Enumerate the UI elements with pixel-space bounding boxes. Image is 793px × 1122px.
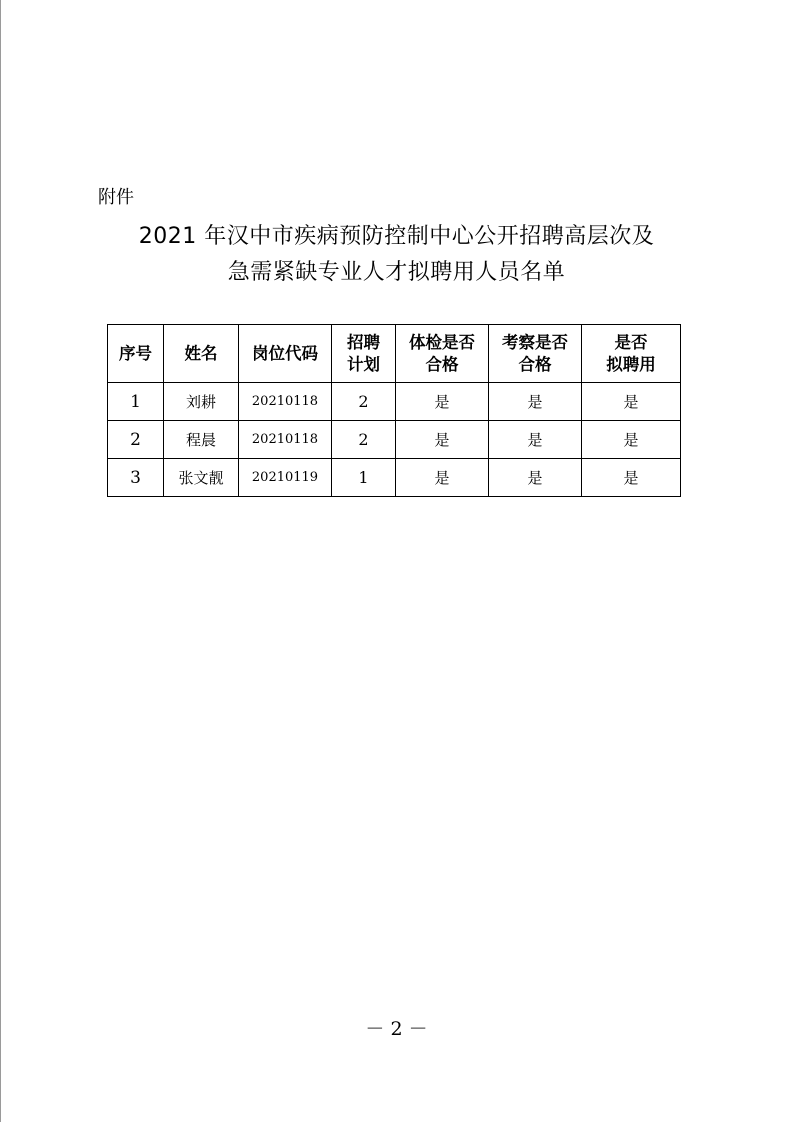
cell-position-code: 20210119	[239, 459, 332, 497]
cell-hiring-plan: 2	[332, 421, 396, 459]
document-title-line-1: 2021 年汉中市疾病预防控制中心公开招聘高层次及	[138, 224, 655, 249]
cell-proposed-hire: 是	[582, 421, 681, 459]
attachment-label: 附件	[98, 187, 134, 208]
cell-proposed-hire: 是	[582, 459, 681, 497]
cell-name: 张文靓	[164, 459, 239, 497]
header-position-code: 岗位代码	[239, 325, 332, 383]
table-row	[108, 421, 681, 459]
table-row	[108, 459, 681, 497]
cell-name: 刘耕	[164, 383, 239, 421]
cell-hiring-plan: 1	[332, 459, 396, 497]
cell-inspection-passed: 是	[489, 383, 582, 421]
cell-medical-passed: 是	[396, 383, 489, 421]
document-title-line-2: 急需紧缺专业人才拟聘用人员名单	[227, 260, 566, 285]
hiring-table	[107, 324, 681, 497]
header-name: 姓名	[164, 325, 239, 383]
cell-position-code: 20210118	[239, 383, 332, 421]
cell-medical-passed: 是	[396, 421, 489, 459]
header-proposed-hire: 是否 拟聘用	[582, 325, 681, 383]
cell-medical-passed: 是	[396, 459, 489, 497]
cell-index: 2	[108, 421, 164, 459]
cell-proposed-hire: 是	[582, 383, 681, 421]
table-row	[108, 383, 681, 421]
cell-inspection-passed: 是	[489, 459, 582, 497]
cell-index: 3	[108, 459, 164, 497]
cell-name: 程晨	[164, 421, 239, 459]
header-hiring-plan: 招聘 计划	[332, 325, 396, 383]
header-inspection-passed: 考察是否 合格	[489, 325, 582, 383]
page-number: － 2 －	[365, 1018, 428, 1040]
header-medical-passed: 体检是否 合格	[396, 325, 489, 383]
header-index: 序号	[108, 325, 164, 383]
page-edge	[0, 0, 1, 1122]
cell-index: 1	[108, 383, 164, 421]
cell-inspection-passed: 是	[489, 421, 582, 459]
cell-position-code: 20210118	[239, 421, 332, 459]
table-header-row	[108, 325, 681, 383]
cell-hiring-plan: 2	[332, 383, 396, 421]
